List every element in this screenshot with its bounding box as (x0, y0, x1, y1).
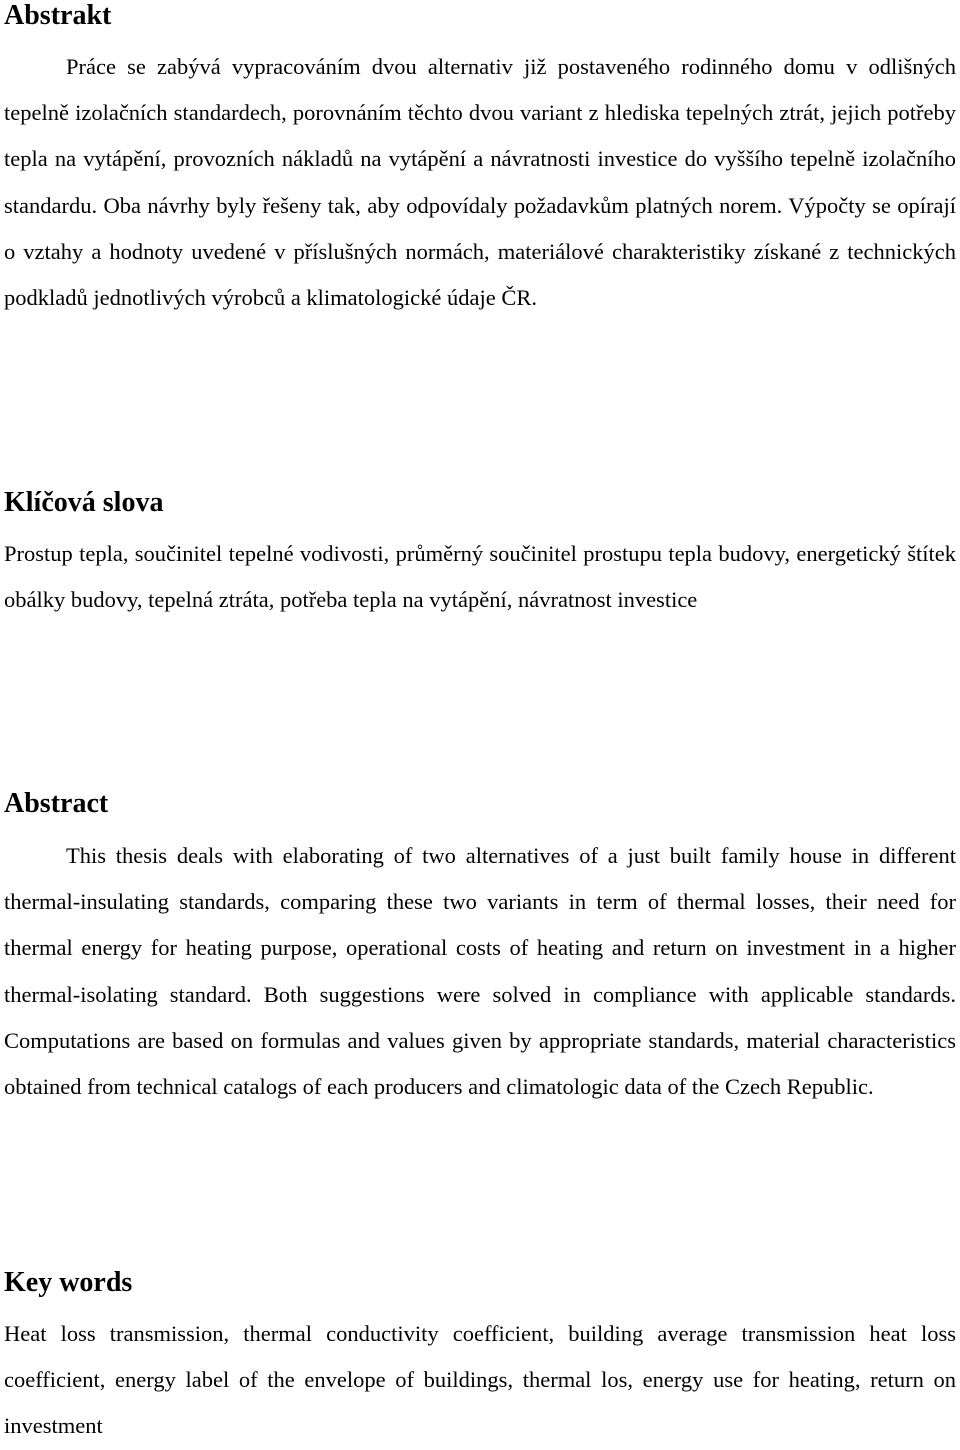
abstrakt-heading: Abstrakt (4, 0, 112, 31)
abstract-heading: Abstract (4, 788, 109, 819)
klicova-slova-paragraph: Prostup tepla, součinitel tepelné vodivosti, průměrný součinitel prostupu tepla budovy, energetický štítek obálky budovy, tepelná ztráta, potřeba tepla na vytápění, návratnost investice (4, 541, 956, 613)
abstract-paragraph: This thesis deals with elaborating of two alternatives of a just built family house in different thermal-insulating standards, comparing these two variants in term of thermal losses, their need for thermal energy for heating purpose, operational costs of heating and return on investment in a higher thermal-isolating standard. Both suggestions were solved in compliance with applicable standards. Computations are based on formulas and values given by appropriate standards, material characteristics obtained from technical catalogs of each producers and climatologic data of the Czech Republic. (4, 843, 956, 1100)
key-words-section (4, 1267, 956, 1450)
abstrakt-paragraph: Práce se zabývá vypracováním dvou alternativ již postaveného rodinného domu v odlišných tepelně izolačních standardech, porovnáním těchto dvou variant z hlediska tepelných ztrát, jejich potřeby tepla na vytápění, provozních nákladů na vytápění a návratnosti investice do vyššího tepelně izolačního standardu. Oba návrhy byly řešeny tak, aby odpovídaly požadavkům platných norem. Výpočty se opírají o vztahy a hodnoty uvedené v příslušných normách, materiálové charakteristiky získané z technických podkladů jednotlivých výrobců a klimatologické údaje ČR. (4, 54, 956, 311)
key-words-paragraph: Heat loss transmission, thermal conductivity coefficient, building average transmission heat loss coefficient, energy label of the envelope of buildings, thermal los, energy use for heating, return on investment (4, 1321, 956, 1439)
abstract-section (4, 788, 956, 1110)
klicova-slova-heading: Klíčová slova (4, 487, 164, 518)
klicova-slova-section (4, 487, 956, 623)
abstrakt-section (4, 0, 956, 321)
key-words-heading: Key words (4, 1267, 133, 1298)
